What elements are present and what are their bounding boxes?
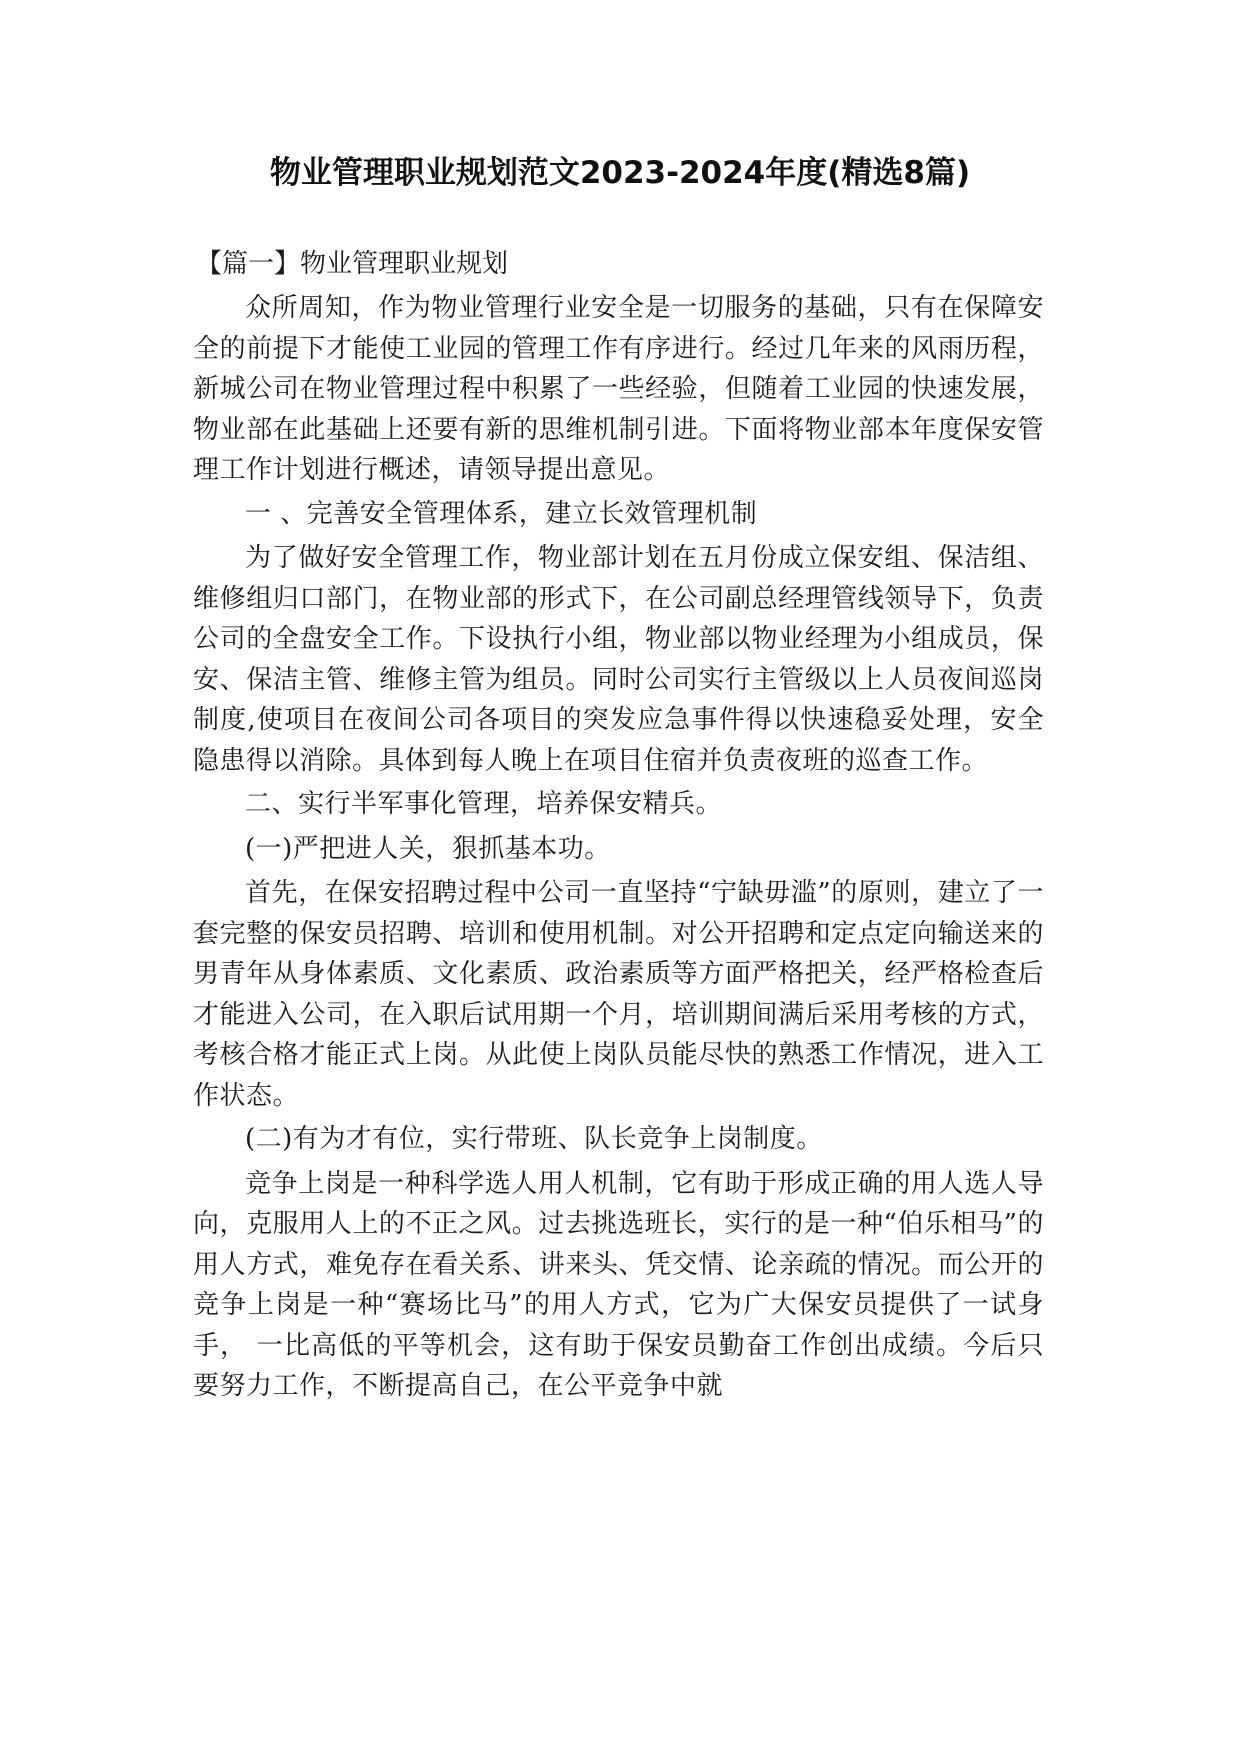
paragraph-recruitment: 首先，在保安招聘过程中公司一直坚持“宁缺毋滥”的原则，建立了一套完整的保安员招聘、培训和使用机制。对公开招聘和定点定向输送来的男青年从身体素质、文化素质、政治素质等方面严格把关，经严格检查后才能进入公司，在入职后试用期一个月，培训期间满后采用考核的方式，考核合格才能正式上岗。从此使上岗队员能尽快的熟悉工作情况，进入工作状态。 bbox=[193, 878, 1044, 1111]
section-heading: 【篇一】物业管理职业规划 bbox=[196, 249, 509, 279]
paragraph-safety-system: 为了做好安全管理工作，物业部计划在五月份成立保安组、保洁组、维修组归口部门，在物业部的形式下，在公司副总经理管线领导下，负责公司的全盘安全工作。下设执行小组，物业部以物业经理为小组成员，保安、保洁主管、维修主管为组员。同时公司实行主管级以上人员夜间巡岗制度,使项目在夜间公司各项目的突发应急事件得以快速稳妥处理，安全隐患得以消除。具体到每人晚上在项目住宿并负责夜班的巡查工作。 bbox=[193, 543, 1044, 776]
subheading-competition: (二)有为才有位，实行带班、队长竞争上岗制度。 bbox=[245, 1124, 823, 1154]
subheading-recruitment: (一)严把进人关，狠抓基本功。 bbox=[245, 833, 611, 864]
document-title: 物业管理职业规划范文2023-2024年度(精选8篇) bbox=[269, 155, 971, 191]
intro-paragraph: 众所周知，作为物业管理行业安全是一切服务的基础，只有在保障安全的前提下才能使工业园的管理工作有序进行。经过几年来的风雨历程，新城公司在物业管理过程中积累了一些经验，但随着工业园的快速发展，物业部在此基础上还要有新的思维机制引进。下面将物业部本年度保安管理工作计划进行概述，请领导提出意见。 bbox=[193, 293, 1044, 485]
subheading-military-management: 二、实行半军事化管理，培养保安精兵。 bbox=[245, 789, 723, 819]
paragraph-competition: 竞争上岗是一种科学选人用人机制，它有助于形成正确的用人选人导向，克服用人上的不正之风。过去挑选班长，实行的是一种“伯乐相马”的用人方式，难免存在看关系、讲来头、凭交情、论亲疏的情况。而公开的竞争上岗是一种“赛场比马”的用人方式，它为广大保安员提供了一试身手， 一比高低的平等机会，这有助于保安员勤奋工作创出成绩。今后只要努力工作，不断提高自己，在公平竞争中就 bbox=[193, 1168, 1044, 1401]
subheading-safety-system: 一 、完善安全管理体系，建立长效管理机制 bbox=[245, 498, 758, 529]
body-text bbox=[193, 288, 1044, 1407]
